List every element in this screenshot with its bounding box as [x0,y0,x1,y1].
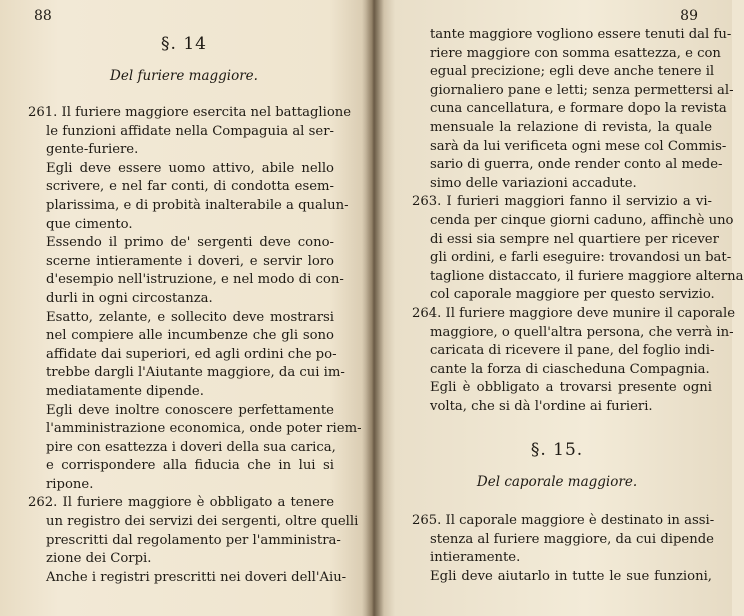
text-line: prescritti dal regolamento per l'amministra- [46,532,341,548]
page-number-left: 88 [34,8,52,24]
text-line: scrivere, e nel far conti, di condotta esem- [46,179,334,195]
left-page [0,0,368,616]
text-line: d'esempio nell'istruzione, e nel modo di con- [46,272,344,288]
right-page-text-top [412,26,744,416]
section-heading-14: §. 14 [161,34,207,54]
left-page-text [28,104,362,587]
text-line: que cimento. [46,216,133,232]
text-line: Anche i registri prescritti nei doveri dell'Aiu- [46,569,347,585]
text-line: mensuale la relazione di revista, la quale [430,119,712,135]
text-line: l'amministrazione economica, onde poter riem- [46,421,362,437]
text-line: durli in ogni circostanza. [46,290,213,306]
text-line: nel compiere alle incumbenze che gli sono [46,328,334,344]
text-line: maggiore, o quell'altra persona, che verrà in- [430,324,734,340]
text-line: 264. Il furiere maggiore deve munire il caporale [412,305,736,321]
section-title-furiere: Del furiere maggiore. [110,68,258,84]
section-title-caporale: Del caporale maggiore. [476,474,638,490]
text-line: di essi sia sempre nel quartiere per ricever [430,231,719,247]
text-line: stenza al furiere maggiore, da cui dipende [430,531,714,547]
text-line: egual precizione; egli deve anche tenere il [430,64,715,80]
text-line: 263. I furieri maggiori fanno il servizio a vi- [412,194,712,210]
text-line: ripone. [46,476,94,492]
text-line: 265. Il caporale maggiore è destinato in assi- [412,513,715,528]
text-line: zione dei Corpi. [46,551,152,567]
text-line: 261. Il furiere maggiore esercita nel battaglione [28,105,352,120]
text-line: scerne intieramente i doveri, e servir loro [46,253,334,269]
text-line: 262. Il furiere maggiore è obbligato a tenere [28,495,334,511]
right-page-text-bottom [412,512,715,586]
text-line: pire con esattezza i doveri della sua carica, [46,439,336,455]
text-line: affidate dai superiori, ed agli ordini che po- [46,346,337,362]
text-line: volta, che si dà l'ordine ai furieri. [430,398,653,414]
text-line: intieramente. [430,550,521,566]
text-line: Egli è obbligato a trovarsi presente ogni [430,380,712,396]
text-line: cenda per cinque giorni caduno, affinchè uno [430,212,734,228]
text-line: Egli deve essere uomo attivo, abile nello [46,160,334,176]
text-line: Essendo il primo de' sergenti deve cono- [46,235,334,251]
text-line: e corrispondere alla fiducia che in lui si [46,458,334,474]
text-line: riere maggiore con somma esattezza, e con [430,45,721,61]
text-line: Egli deve aiutarlo in tutte le sue funzioni, [430,568,712,584]
text-line: Esatto, zelante, e sollecito deve mostrarsi [46,309,334,325]
text-line: cante la forza di ciascheduna Compagnia. [430,361,710,377]
text-line: taglione distaccato, il furiere maggiore alterna [430,268,744,284]
right-page [382,0,744,616]
text-line: sarà da lui verificeta ogni mese col Commis- [430,138,727,154]
text-line: tante maggiore vogliono essere tenuti dal fu- [430,27,732,42]
text-line: mediatamente dipende. [46,383,204,399]
section-heading-15: §. 15. [530,440,584,460]
text-line: caricata di ricevere il pane, del foglio indi- [430,343,715,359]
text-line: un registro dei servizi dei sergenti, oltre quelli [46,514,359,530]
text-line: col caporale maggiore per questo servizio. [430,287,715,303]
text-line: cuna cancellatura, e formare dopo la revista [430,101,727,117]
text-line: le funzioni affidate nella Compaguia al ser- [46,123,334,139]
text-line: sario di guerra, onde render conto al mede- [430,157,723,173]
text-line: giornaliero pane e letti; senza permettersi al- [430,82,734,98]
text-line: trebbe dargli l'Aiutante maggiore, da cui im- [46,365,345,381]
text-line: Egli deve inoltre conoscere perfettamente [46,402,334,418]
page-number-right: 89 [680,8,698,24]
text-line: gli ordini, e farli eseguire: trovandosi un bat- [430,250,732,266]
text-line: simo delle variazioni accadute. [430,175,637,191]
text-line: gente-furiere. [46,142,139,158]
text-line: plarissima, e di probità inalterabile a qualun- [46,197,349,213]
